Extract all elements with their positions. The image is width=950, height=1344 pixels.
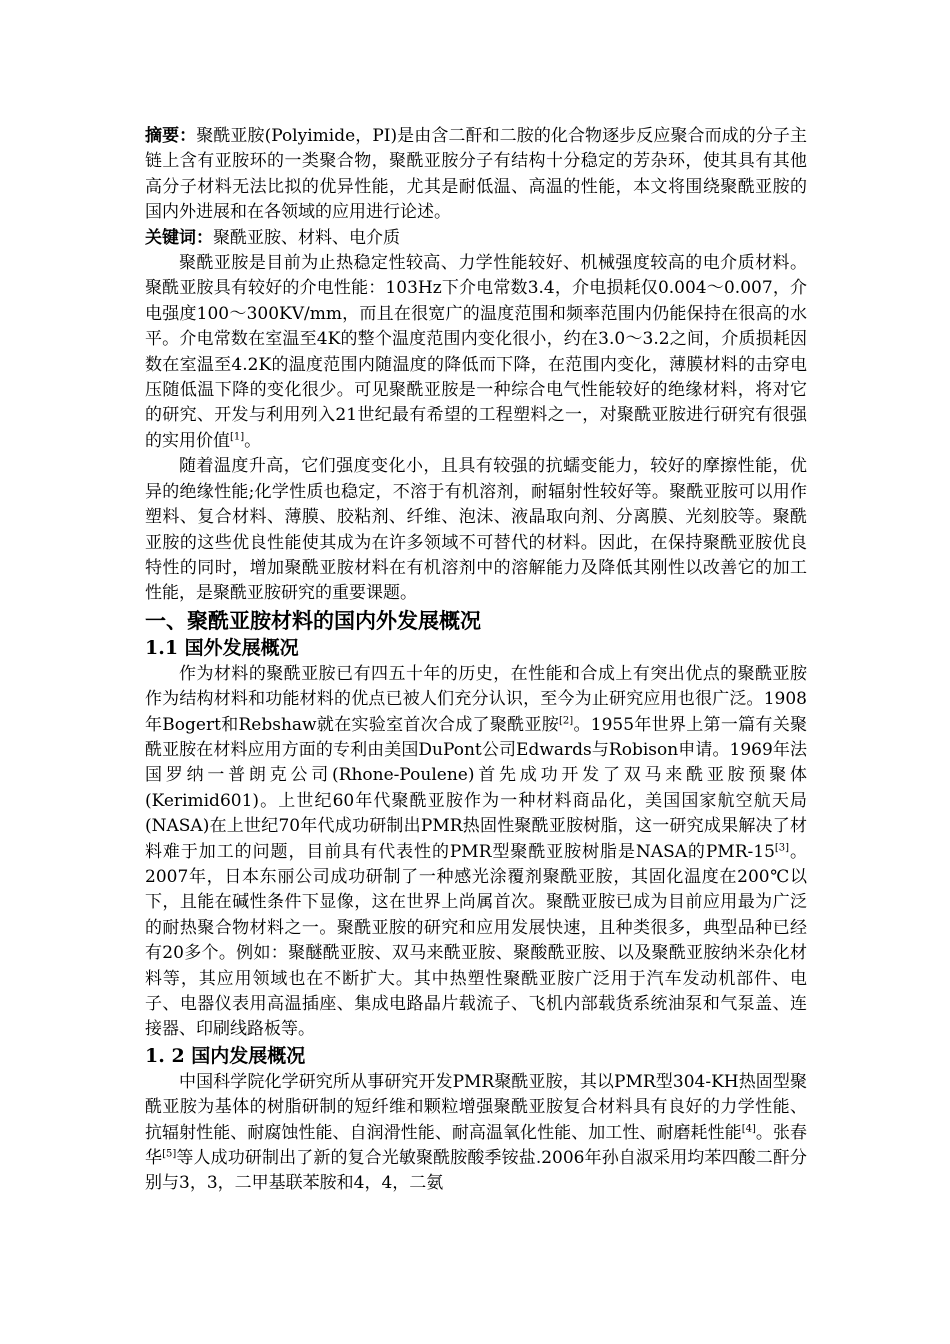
intro-paragraph-2: 随着温度升高，它们强度变化小，且具有较强的抗蠕变能力，较好的摩擦性能，优异的绝缘性能;化学性质也稳定，不溶于有机溶剂，耐辐射性较好等。聚酰亚胺可以用作塑料、复合材料、薄膜、胶粘剂、纤维、泡沫、液晶取向剂、分离膜、光刻胶等。聚酰亚胺的这些优良性能使其成为在许多领域不可替代的材料。因此，在保持聚酰亚胺优良特性的同时，增加聚酰亚胺材料在有机溶剂中的溶解能力及降低其刚性以改善它的加工性能，是聚酰亚胺研究的重要课题。: [145, 456, 807, 604]
subsection-1-2-heading: 1. 2 国内发展概况: [145, 1044, 306, 1067]
citation-ref-3: [3]: [774, 841, 790, 853]
keywords-text: 聚酰亚胺、材料、电介质: [213, 227, 400, 248]
foreign-development-paragraph: [145, 662, 807, 1043]
keywords-paragraph: [145, 226, 807, 251]
domestic-development-paragraph: [145, 1070, 807, 1197]
domestic-text-3: 等人成功研制出了新的复合光敏聚酰胺酸季铵盐.2006年孙自淑采用均苯四酸二酐分别与3，3，二甲基联苯胺和4，4，二氨: [145, 1148, 808, 1194]
document-page: [145, 124, 807, 1197]
abstract-label: 摘要：: [145, 126, 197, 146]
foreign-text-1: 作为材料的聚酰亚胺已有四五十年的历史，在性能和合成上有突出优点的聚酰亚胺作为结构材料和功能材料的优点已被人们充分认识，至今为止研究应用也很广泛。1908年Bogert和Rebshaw就在实验室首次合成了聚酰亚胺: [145, 663, 807, 735]
foreign-text-3: 。2007年，日本东丽公司成功研制了一种感光涂覆剂聚酰亚胺，其固化温度在200℃以下，且能在碱性条件下显像，这在世界上尚属首次。聚酰亚胺已成为目前应用最为广泛的耐热聚合物材料之一。聚酰亚胺的研究和应用发展快速，且种类很多，典型品种已经有20多个。例如：聚醚酰亚胺、双马来酰亚胺、聚酸酰亚胺、以及聚酰亚胺纳米杂化材料等，其应用领域也在不断扩大。其中热塑性聚酰亚胺广泛用于汽车发动机部件、电子、电器仪表用高温插座、集成电路晶片载流子、飞机内部载货系统油泵和气泵盖、连接器、印刷线路板等。: [145, 841, 807, 1040]
citation-ref-5: [5]: [162, 1148, 177, 1160]
keywords-label: 关键词：: [145, 227, 213, 248]
abstract-paragraph: [145, 124, 807, 226]
domestic-text-1: 中国科学院化学研究所从事研究开发PMR聚酰亚胺，其以PMR型304-KH热固型聚酰亚胺为基体的树脂研制的短纤维和颗粒增强聚酰亚胺复合材料具有良好的力学性能、抗辐射性能、耐腐蚀性能、自润滑性能、耐高温氧化性能、加工性、耐磨耗性能: [145, 1071, 807, 1143]
abstract-text: 聚酰亚胺(Polyimide，PI)是由含二酐和二胺的化合物逐步反应聚合而成的分子主链上含有亚胺环的一类聚合物，聚酰亚胺分子有结构十分稳定的芳杂环，使其具有其他高分子材料无法比拟的优异性能，尤其是耐低温、高温的性能，本文将围绕聚酰亚胺的国内外进展和在各领域的应用进行论述。: [145, 126, 808, 223]
subsection-1-1-heading: 1.1 国外发展概况: [145, 636, 299, 659]
intro-p1-text: 聚酰亚胺是目前为止热稳定性较高、力学性能较好、机械强度较高的电介质材料。聚酰亚胺具有较好的介电性能：103Hz下介电常数3.4，介电损耗仅0.004～0.007，介电强度100～300KV/mm，而且在很宽广的温度范围和频率范围内仍能保持在很高的水平。介电常数在室温至4K的整个温度范围内变化很小，约在3.0～3.2之间，介质损耗因数在室温至4.2K的温度范围内随温度的降低而下降，在范围内变化，薄膜材料的击穿电压随低温下降的变化很少。可见聚酰亚胺是一种综合电气性能较好的绝缘材料，将对它的研究、开发与利用列入21世纪最有希望的工程塑料之一，对聚酰亚胺进行研究有很强的实用价值: [145, 253, 807, 451]
citation-ref-4: [4]: [741, 1122, 756, 1134]
citation-ref-2: [2]: [559, 714, 574, 726]
domestic-text-2: 。张春华: [145, 1122, 808, 1169]
foreign-text-2: 。1955年世界上第一篇有关聚酰亚胺在材料应用方面的专利由美国DuPont公司Edwards与Robison申请。1969年法国罗纳一普朗克公司(Rhone-Poulene)首先成功开发了双马来酰亚胺预聚体(Kerimid601)。上世纪60年代聚酰亚胺作为一种材料商品化，美国国家航空航天局(NASA)在上世纪70年代成功研制出PMR热固性聚酰亚胺树脂，这一研究成果解决了材料难于加工的问题，目前具有代表性的PMR型聚酰亚胺树脂是NASA的PMR-15: [145, 714, 807, 862]
section-1-heading: 一、聚酰亚胺材料的国内外发展概况: [145, 607, 481, 633]
citation-ref-1: [1]: [230, 431, 245, 443]
intro-paragraph-1: [145, 251, 807, 454]
intro-p1-end: 。: [244, 430, 262, 451]
